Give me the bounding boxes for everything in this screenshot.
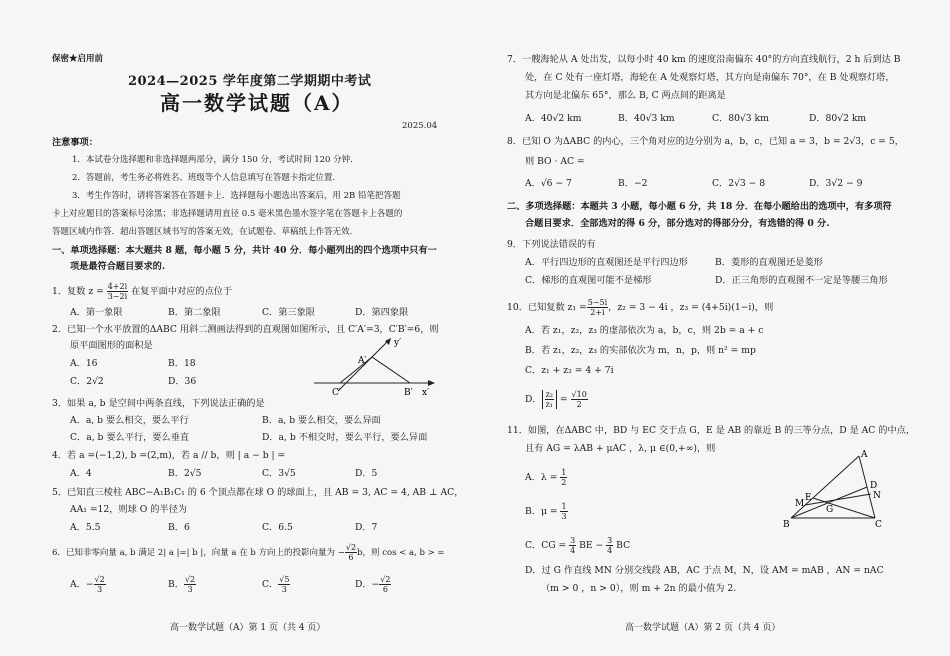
- q8-stem-2: 则 BO · AC =: [525, 156, 585, 167]
- section2-heading-cont: 合题目要求．全部选对的得 6 分，部分选对的得部分分，有选错的得 0 分.: [525, 218, 830, 229]
- confidential-mark: 保密★启用前: [52, 54, 104, 64]
- q3-option-c: C．a, b 要么平行，要么垂直: [70, 432, 190, 443]
- q1-fraction: $\frac{4+2i}{3-2i}$: [107, 282, 128, 301]
- q7-stem-3: 其方向是北偏东 65°，那么 B, C 两点间的距离是: [525, 90, 726, 101]
- q11-option-b: B．μ = $\frac{1}{3}$: [525, 502, 567, 521]
- q9-option-d: D．正三角形的直观图不一定是等腰三角形: [715, 275, 888, 286]
- q6-option-d: D．− $\frac{√2}{6}$: [355, 575, 391, 594]
- section2-heading: 二、多项选择题：本题共 3 小题，每小题 6 分，共 18 分．在每小题给出的选项中，有多项符: [507, 201, 892, 212]
- q2-option-c: C．2√2: [70, 376, 104, 387]
- q2-option-a: A．16: [70, 358, 98, 369]
- q8-stem-1: 8．已知 O 为ΔABC 的内心，三个角对应的边分别为 a，b，c，已知 a = 3，b = 2√3，c = 5，: [507, 136, 904, 147]
- q2-label-b: B′: [404, 388, 413, 398]
- q11-label-b: B: [783, 520, 790, 530]
- q11-label-g: G: [826, 505, 834, 515]
- q1-stem: 1．复数 z = $\frac{4+2i}{3-2i}$ 在复平面中对应的点位于: [52, 282, 233, 301]
- q5-option-c: C．6.5: [262, 522, 293, 533]
- q11-option-c: C．CG = $\frac{3}{4}$ BE − $\frac{3}{4}$ BC: [525, 536, 631, 555]
- q11-label-a: A: [861, 450, 868, 460]
- exam-title: 2024—2025 学年度第二学期期中考试: [128, 74, 372, 89]
- q11-triangle-figure: [783, 448, 893, 530]
- q10-stem: 10．已知复数 z₁ = $\frac{5-5i}{2+i}$ ，z₂ = 3 − 4i ，z₃ = (4+5i)(1−i)，则: [507, 298, 774, 317]
- q11-label-c: C: [875, 520, 882, 530]
- q11-stem-2: 且有 AG = λAB + μAC ，λ, μ ∈(0,+∞)，则: [525, 443, 716, 454]
- q7-stem-1: 7．一艘海轮从 A 处出发，以每小时 40 km 的速度沿南偏东 40°的方向直线航行，2 h 后到达 B: [507, 54, 901, 65]
- q4-option-a: A．4: [70, 468, 92, 479]
- q6-stem: 6．已知非零向量 a, b 满足 2| a |=| b |，向量 a 在 b 方向上的投影向量为 − $\frac{√2}{6}$ b，则 cos < a, b > =: [52, 543, 445, 562]
- q8-option-a: A．√6 − 7: [525, 178, 572, 189]
- q11-label-m: M: [795, 499, 805, 509]
- section1-heading-cont: 项是最符合题目要求的.: [70, 261, 166, 272]
- footer-page-1: 高一数学试题（A）第 1 页（共 4 页）: [170, 623, 326, 633]
- section1-heading: 一、单项选择题：本大题共 8 题，每小题 5 分，共计 40 分．每小题列出的四个选项中只有一: [52, 245, 437, 256]
- q2-label-y: y′: [394, 338, 402, 348]
- q11-option-d-2: （m > 0 ，n > 0），则 m + 2n 的最小值为 2.: [541, 583, 737, 594]
- notice-item-3-cont: 卡上对应题目的答案标号涂黑；非选择题请用直径 0.5 毫米黑色墨水签字笔在答题卡上各题的: [52, 209, 403, 219]
- q9-stem: 9．下列说法错误的有: [507, 239, 596, 250]
- q2-option-d: D．36: [168, 376, 197, 387]
- q7-stem-2: 处，在 C 处有一座灯塔，海轮在 A 处观察灯塔，其方向是南偏东 70°，在 B 处观察灯塔，: [525, 72, 895, 83]
- q11-stem-1: 11．如图，在ΔABC 中，BD 与 EC 交于点 G，E 是 AB 的靠近 B 的三等分点，D 是 AC 的中点，: [507, 425, 916, 436]
- q2-label-a: A′: [358, 356, 367, 366]
- q4-option-c: C．3√5: [262, 468, 296, 479]
- q5-option-b: B．6: [168, 522, 190, 533]
- q11-label-d: D: [870, 481, 878, 491]
- q2-label-x: x′: [422, 388, 430, 398]
- notice-item-3-cont2: 答题区域内作答．超出答题区域书写的答案无效，在试题卷、草稿纸上作答无效.: [52, 227, 353, 237]
- q1-option-b: B．第二象限: [168, 307, 221, 318]
- q11-option-a: A．λ = $\frac{1}{2}$: [525, 468, 567, 487]
- q11-label-e: E: [805, 493, 812, 503]
- paper-title: 高一数学试题（A）: [160, 91, 354, 115]
- q3-option-a: A．a, b 要么相交，要么平行: [70, 415, 189, 426]
- q10-option-b: B．若 z₁，z₂，z₃ 的实部依次为 m，n，p，则 n² = mp: [525, 345, 756, 356]
- notice-item-1: 1．本试卷分选择题和非选择题两部分，满分 150 分，考试时间 120 分钟.: [72, 155, 353, 165]
- q5-stem-cont: AA₁ =12，则球 O 的半径为: [70, 504, 187, 515]
- q10-option-d: D． $\frac{\text{z₂}}{\text{z₁}}$ = $\frac{√10}{2}$: [525, 390, 587, 409]
- q10-option-a: A．若 z₁，z₂，z₃ 的虚部依次为 a，b，c，则 2b = a + c: [525, 325, 764, 336]
- q2-stem-cont: 原平面图形的面积是: [70, 340, 153, 351]
- q6-option-c: C． $\frac{√5}{3}$: [262, 575, 290, 594]
- notice-item-3: 3．考生作答时，请将答案答在答题卡上．选择题每小题选出答案后，用 2B 铅笔把答题: [72, 191, 401, 201]
- q5-option-d: D．7: [355, 522, 378, 533]
- q6-option-b: B． $\frac{√2}{3}$: [168, 575, 196, 594]
- q2-option-b: B．18: [168, 358, 196, 369]
- page-2: [475, 0, 950, 656]
- footer-page-2: 高一数学试题（A）第 2 页（共 4 页）: [625, 623, 781, 633]
- notice-heading: 注意事项：: [52, 137, 98, 148]
- notice-item-2: 2．答题前，考生务必将姓名、班级等个人信息填写在答题卡指定位置.: [72, 173, 336, 183]
- q11-option-d-1: D．过 G 作直线 MN 分别交线段 AB，AC 于点 M，N，设 AM = mAB ，AN = nAC: [525, 565, 884, 576]
- q7-option-c: C．80√3 km: [712, 113, 769, 124]
- q7-option-b: B．40√3 km: [618, 113, 675, 124]
- q2-oblique-figure: [310, 335, 440, 400]
- q5-option-a: A．5.5: [70, 522, 101, 533]
- q1-option-d: D．第四象限: [355, 307, 409, 318]
- q4-stem: 4．若 a =(−1,2), b =(2,m)，若 a // b，则 | a − b | =: [52, 450, 286, 461]
- q1-option-a: A．第一象限: [70, 307, 123, 318]
- q7-option-d: D．80√2 km: [809, 113, 867, 124]
- q8-option-c: C．2√3 − 8: [712, 178, 766, 189]
- q2-label-c: C′: [332, 388, 341, 398]
- q9-option-a: A．平行四边形的直观图还是平行四边形: [525, 257, 688, 268]
- q3-stem: 3．如果 a, b 是空间中两条直线，下列说法正确的是: [52, 398, 265, 409]
- q1-option-c: C．第三象限: [262, 307, 315, 318]
- q9-option-c: C．梯形的直观图可能不是梯形: [525, 275, 652, 286]
- q8-option-d: D．3√2 − 9: [809, 178, 863, 189]
- q11-label-n: N: [873, 491, 881, 501]
- q10-option-c: C．z₁ + z₂ = 4 + 7i: [525, 365, 614, 376]
- q4-option-b: B．2√5: [168, 468, 202, 479]
- q9-option-b: B．菱形的直观图还是菱形: [715, 257, 823, 268]
- q5-stem: 5．已知直三棱柱 ABC−A₁B₁C₁ 的 6 个顶点都在球 O 的球面上，且 AB = 3, AC = 4, AB ⊥ AC，: [52, 487, 464, 498]
- q3-option-b: B．a, b 要么相交，要么异面: [262, 415, 381, 426]
- q2-stem: 2．已知一个水平放置的ΔABC 用斜二测画法得到的直观图如图所示，且 C′A′=3，C′B′=6，则: [52, 324, 439, 335]
- q3-option-d: D．a, b 不相交时，要么平行，要么异面: [262, 432, 428, 443]
- q8-option-b: B．−2: [618, 178, 648, 189]
- exam-date: 2025.04: [402, 121, 438, 131]
- q4-option-d: D．5: [355, 468, 378, 479]
- q6-option-a: A．− $\frac{√2}{3}$: [70, 575, 105, 594]
- q7-option-a: A．40√2 km: [525, 113, 582, 124]
